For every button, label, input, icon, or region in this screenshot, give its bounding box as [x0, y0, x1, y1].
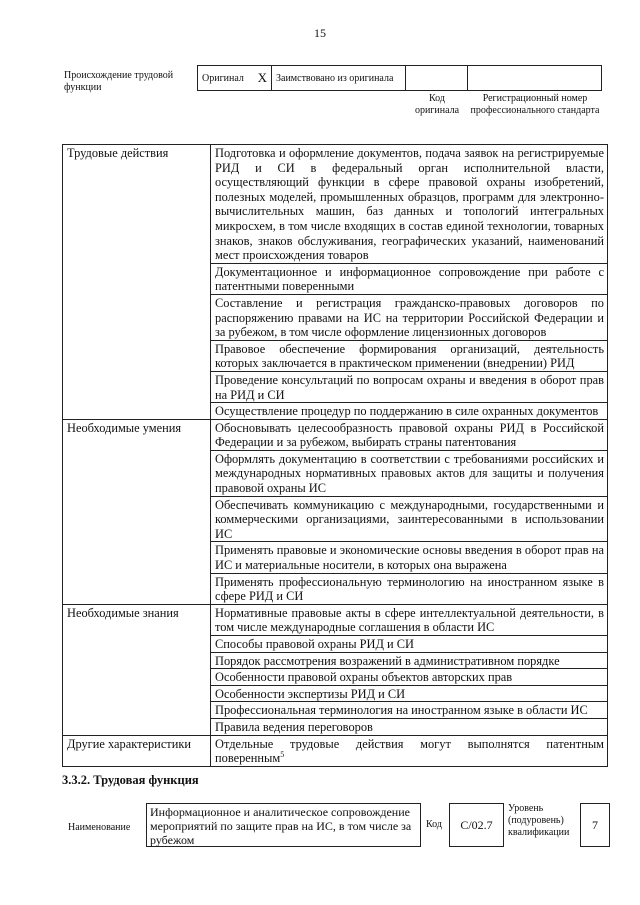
table-cell: Применять профессиональную терминологию на иностранном языке в сфере РИД и СИ	[211, 573, 608, 604]
table-cell: Проведение консультаций по вопросам охраны и введения в оборот прав на РИД и СИ	[211, 371, 608, 402]
origin-reg-cell	[468, 66, 601, 90]
page-number: 15	[314, 26, 326, 40]
code-box: C/02.7	[449, 803, 504, 847]
original-label: Оригинал	[202, 72, 244, 84]
table-cell: Порядок рассмотрения возражений в административном порядке	[211, 652, 608, 669]
original-cell	[198, 66, 272, 90]
section-title: 3.3.2. Трудовая функция	[62, 773, 199, 787]
skills-label: Необходимые умения	[63, 419, 211, 604]
table-cell: Нормативные правовые акты в сфере интеллектуальной деятельности, в том числе международные соглашения в области ИС	[211, 604, 608, 635]
table-cell: Осуществление процедур по поддержанию в силе охранных документов	[211, 403, 608, 420]
table-cell: Обосновывать целесообразность правовой охраны РИД в Российской Федерации и за рубежом, выбирать страны патентования	[211, 419, 608, 450]
table-cell: Подготовка и оформление документов, подача заявок на регистрируемые РИД и СИ в федеральный орган исполнительной власти, осуществляющий функции в сфере правовой охраны изобретений, полезных моделей, промышленных образцов, программ для электронно-вычислительных машин, баз данных и топологий интегральных микросхем, в том числе входящих в состав единой технологии, товарных знаков, знаков обслуживания, географических указаний, наименований мест происхождения товаров	[211, 145, 608, 264]
other-label: Другие характеристики	[63, 735, 211, 766]
table-cell: Особенности правовой охраны объектов авторских прав	[211, 669, 608, 686]
table-cell: Составление и регистрация гражданско-правовых договоров по распоряжению правами на ИС на территории Российской Федерации и за рубежом, в том числе оформление лицензионных договоров	[211, 294, 608, 340]
caption-reg: Регистрационный номер профессионального стандарта	[470, 93, 600, 116]
table-cell: Документационное и информационное сопровождение при работе с патентными поверенными	[211, 263, 608, 294]
table-cell: Правовое обеспечение формирования организаций, деятельность которых заключается в практическом применении (внедрении) РИД	[211, 340, 608, 371]
table-row	[63, 145, 608, 264]
function-table	[62, 144, 608, 767]
table-cell: Способы правовой охраны РИД и СИ	[211, 636, 608, 653]
origin-label: Происхождение трудовой функции	[64, 70, 174, 93]
table-cell: Обеспечивать коммуникацию с международными, государственными и коммерческими организациями, заинтересованными в использовании ИС	[211, 496, 608, 542]
function-name-box: Информационное и аналитическое сопровождение мероприятий по защите прав на ИС, в том числе за рубежом	[146, 803, 421, 847]
table-cell: Оформлять документацию в соответствии с требованиями российских и международных нормативных правовых актов для защиты и получения правовой охраны ИС	[211, 450, 608, 496]
name-label: Наименование	[68, 822, 131, 833]
actions-label: Трудовые действия	[63, 145, 211, 420]
table-cell: Применять правовые и экономические основы введения в оборот прав на ИС и материальные носители, в которых она выражена	[211, 542, 608, 573]
table-row	[63, 604, 608, 635]
table-cell: Профессиональная терминология на иностранном языке в области ИС	[211, 702, 608, 719]
knowledge-label: Необходимые знания	[63, 604, 211, 735]
code-label: Код	[426, 819, 442, 830]
table-row	[63, 735, 608, 766]
level-label: Уровень (подуровень) квалификации	[508, 803, 570, 838]
borrowed-cell: Заимствовано из оригинала	[272, 66, 406, 90]
table-cell: Особенности экспертизы РИД и СИ	[211, 685, 608, 702]
origin-box	[197, 65, 602, 91]
caption-code: Код оригинала	[414, 93, 460, 116]
table-cell: Правила ведения переговоров	[211, 718, 608, 735]
original-mark: X	[257, 70, 267, 85]
footnote-marker: 5	[280, 750, 285, 760]
table-row	[63, 419, 608, 450]
level-box: 7	[580, 803, 610, 847]
origin-code-cell	[406, 66, 468, 90]
other-cell	[211, 735, 608, 766]
other-text: Отдельные трудовые действия могут выполнятся патентным поверенным	[215, 736, 604, 766]
